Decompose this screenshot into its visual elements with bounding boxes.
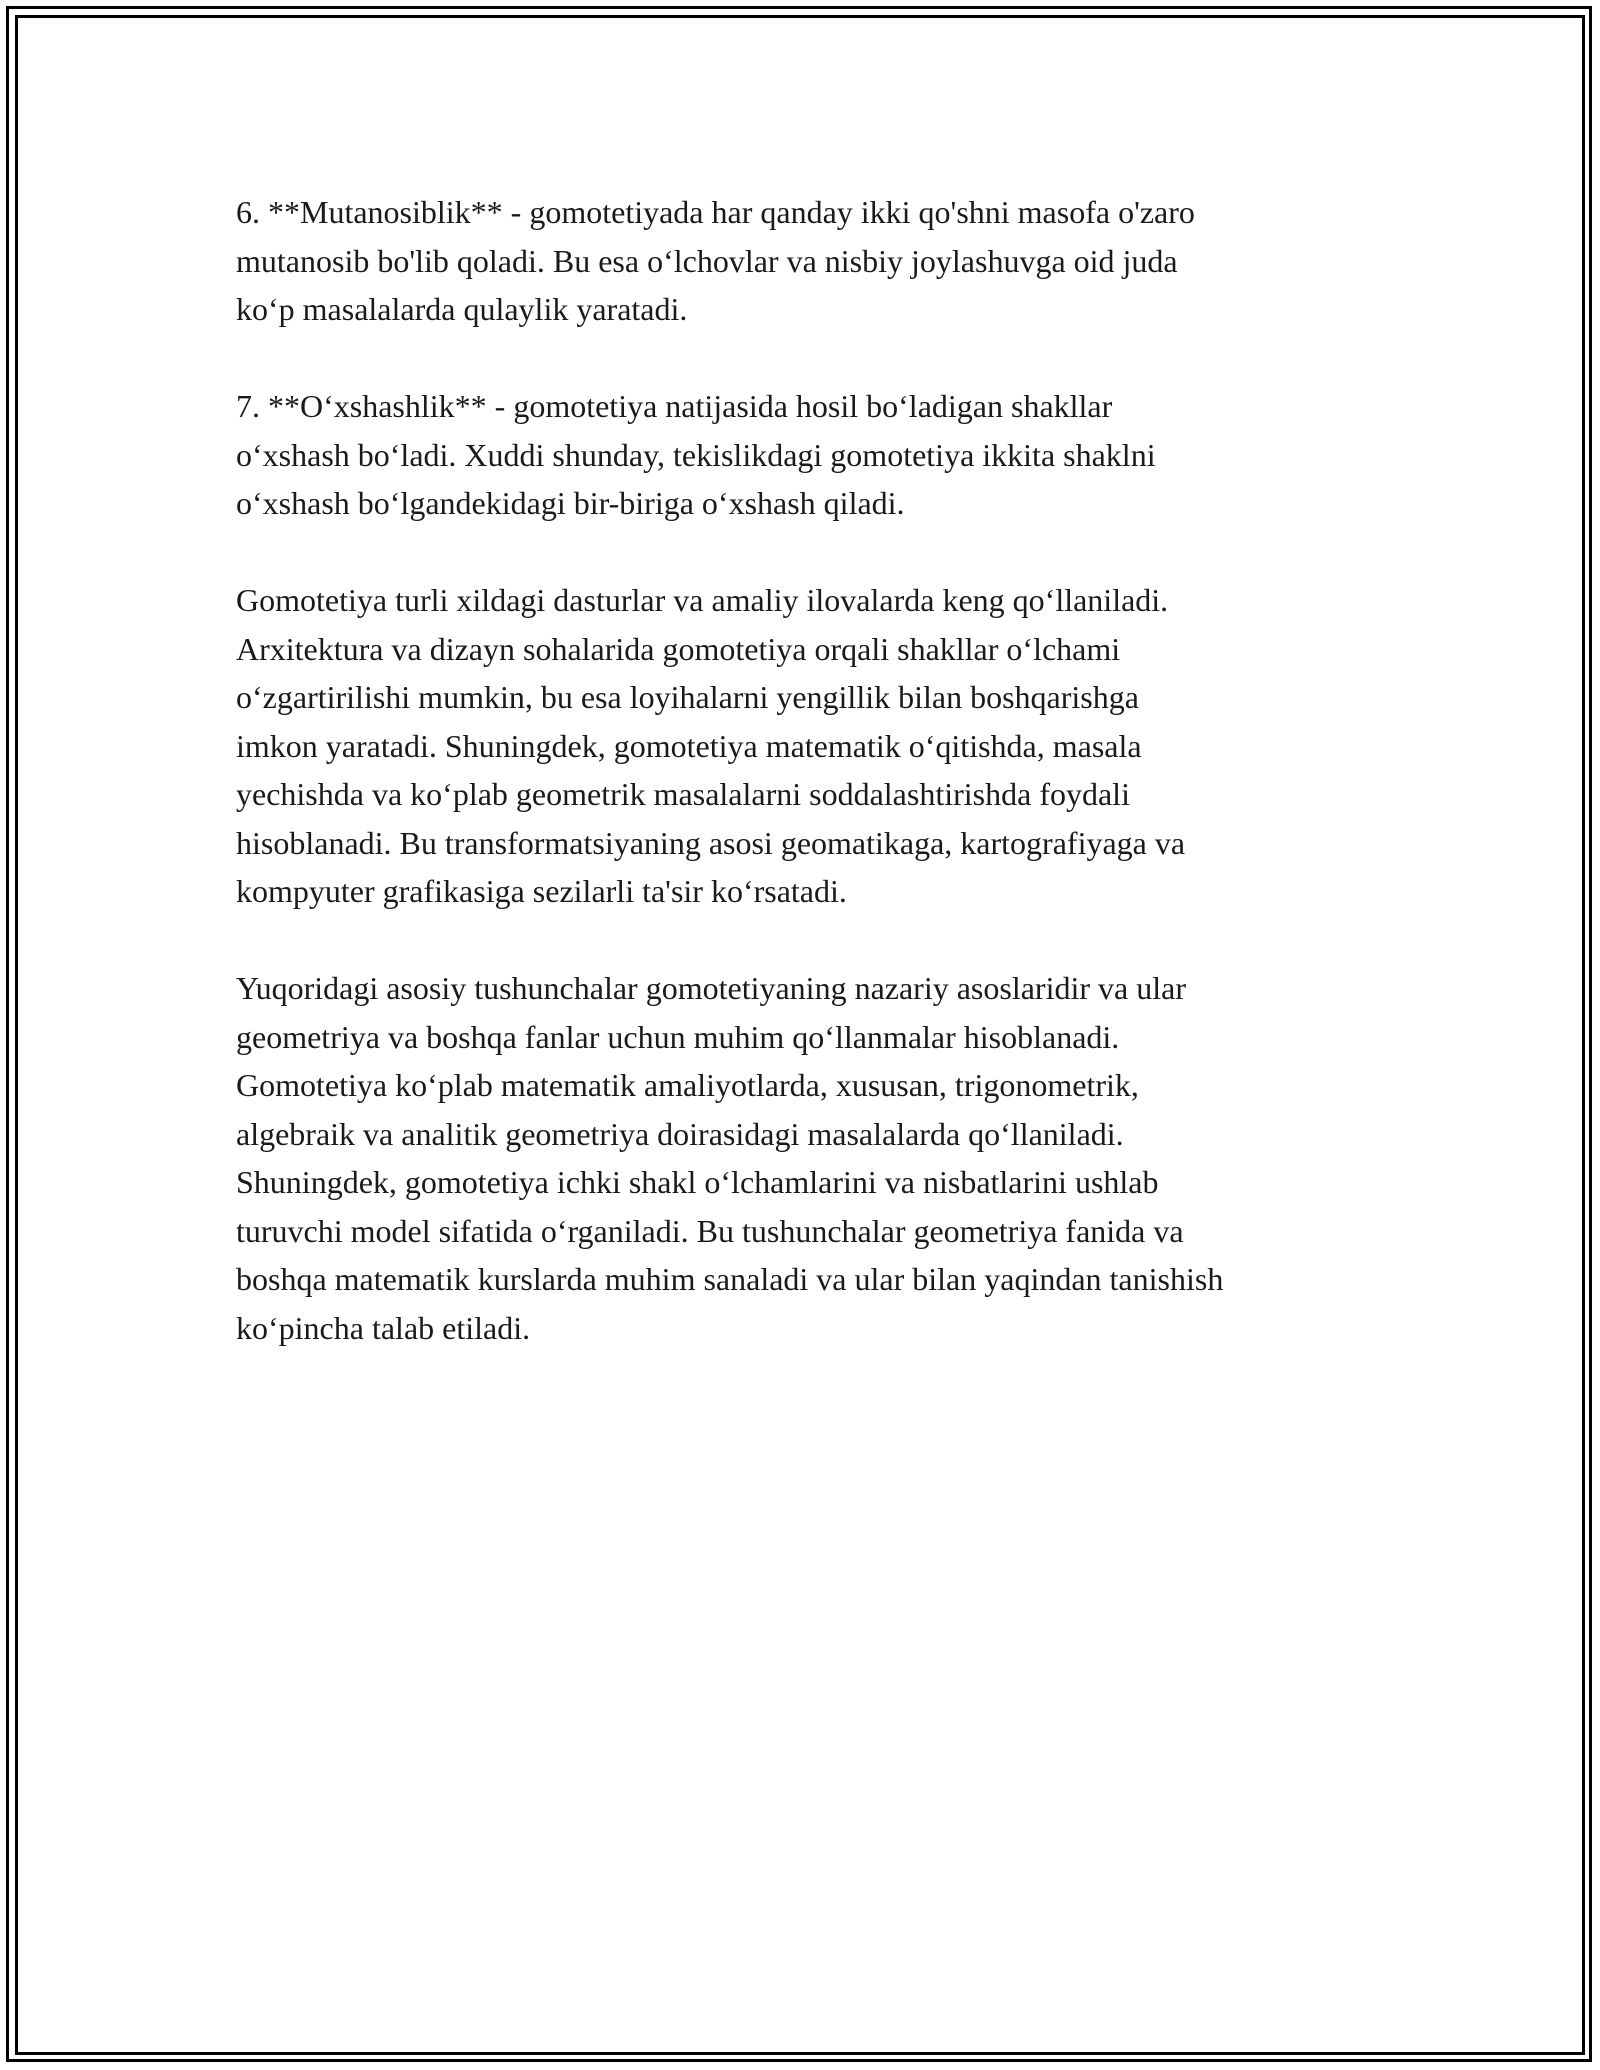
paragraph-summary: Yuqoridagi asosiy tushunchalar gomotetiyaning nazariy asoslaridir va ular geometriya va boshqa fanlar uchun muhim qo‘llanmalar hisoblanadi. Gomotetiya ko‘plab matematik amaliyotlarda, xususan, trigonometrik, algebraik va analitik geometriya doirasidagi masalalarda qo‘llaniladi. Shuningdek, gomotetiya ichki shakl o‘lchamlarini va nisbatlarini ushlab turuvchi model sifatida o‘rganiladi. Bu tushunchalar geometriya fanida va boshqa matematik kurslarda muhim sanaladi va ular bilan yaqindan tanishish ko‘pincha talab etiladi. [236, 970, 1224, 1346]
paragraph-oxshashlik: 7. **O‘xshashlik** - gomotetiya natijasida hosil bo‘ladigan shakllar o‘xshash bo‘ladi. Xuddi shunday, tekislikdagi gomotetiya ikkita shaklni o‘xshash bo‘lgandekidagi bir-biriga o‘xshash qiladi. [236, 388, 1156, 521]
document-body [236, 188, 1386, 1401]
paragraph-applications: Gomotetiya turli xildagi dasturlar va amaliy ilovalarda keng qo‘llaniladi. Arxitektura va dizayn sohalarida gomotetiya orqali shakllar o‘lchami o‘zgartirilishi mumkin, bu esa loyihalarni yengillik bilan boshqarishga imkon yaratadi. Shuningdek, gomotetiya matematik o‘qitishda, masala yechishda va ko‘plab geometrik masalalarni soddalashtirishda foydali hisoblanadi. Bu transformatsiyaning asosi geomatikaga, kartografiyaga va kompyuter grafikasiga sezilarli ta'sir ko‘rsatadi. [236, 582, 1186, 909]
paragraph-mutanosiblik: 6. **Mutanosiblik** - gomotetiyada har qanday ikki qo'shni masofa o'zaro mutanosib bo'lib qoladi. Bu esa o‘lchovlar va nisbiy joylashuvga oid juda ko‘p masalalarda qulaylik yaratadi. [236, 194, 1195, 327]
